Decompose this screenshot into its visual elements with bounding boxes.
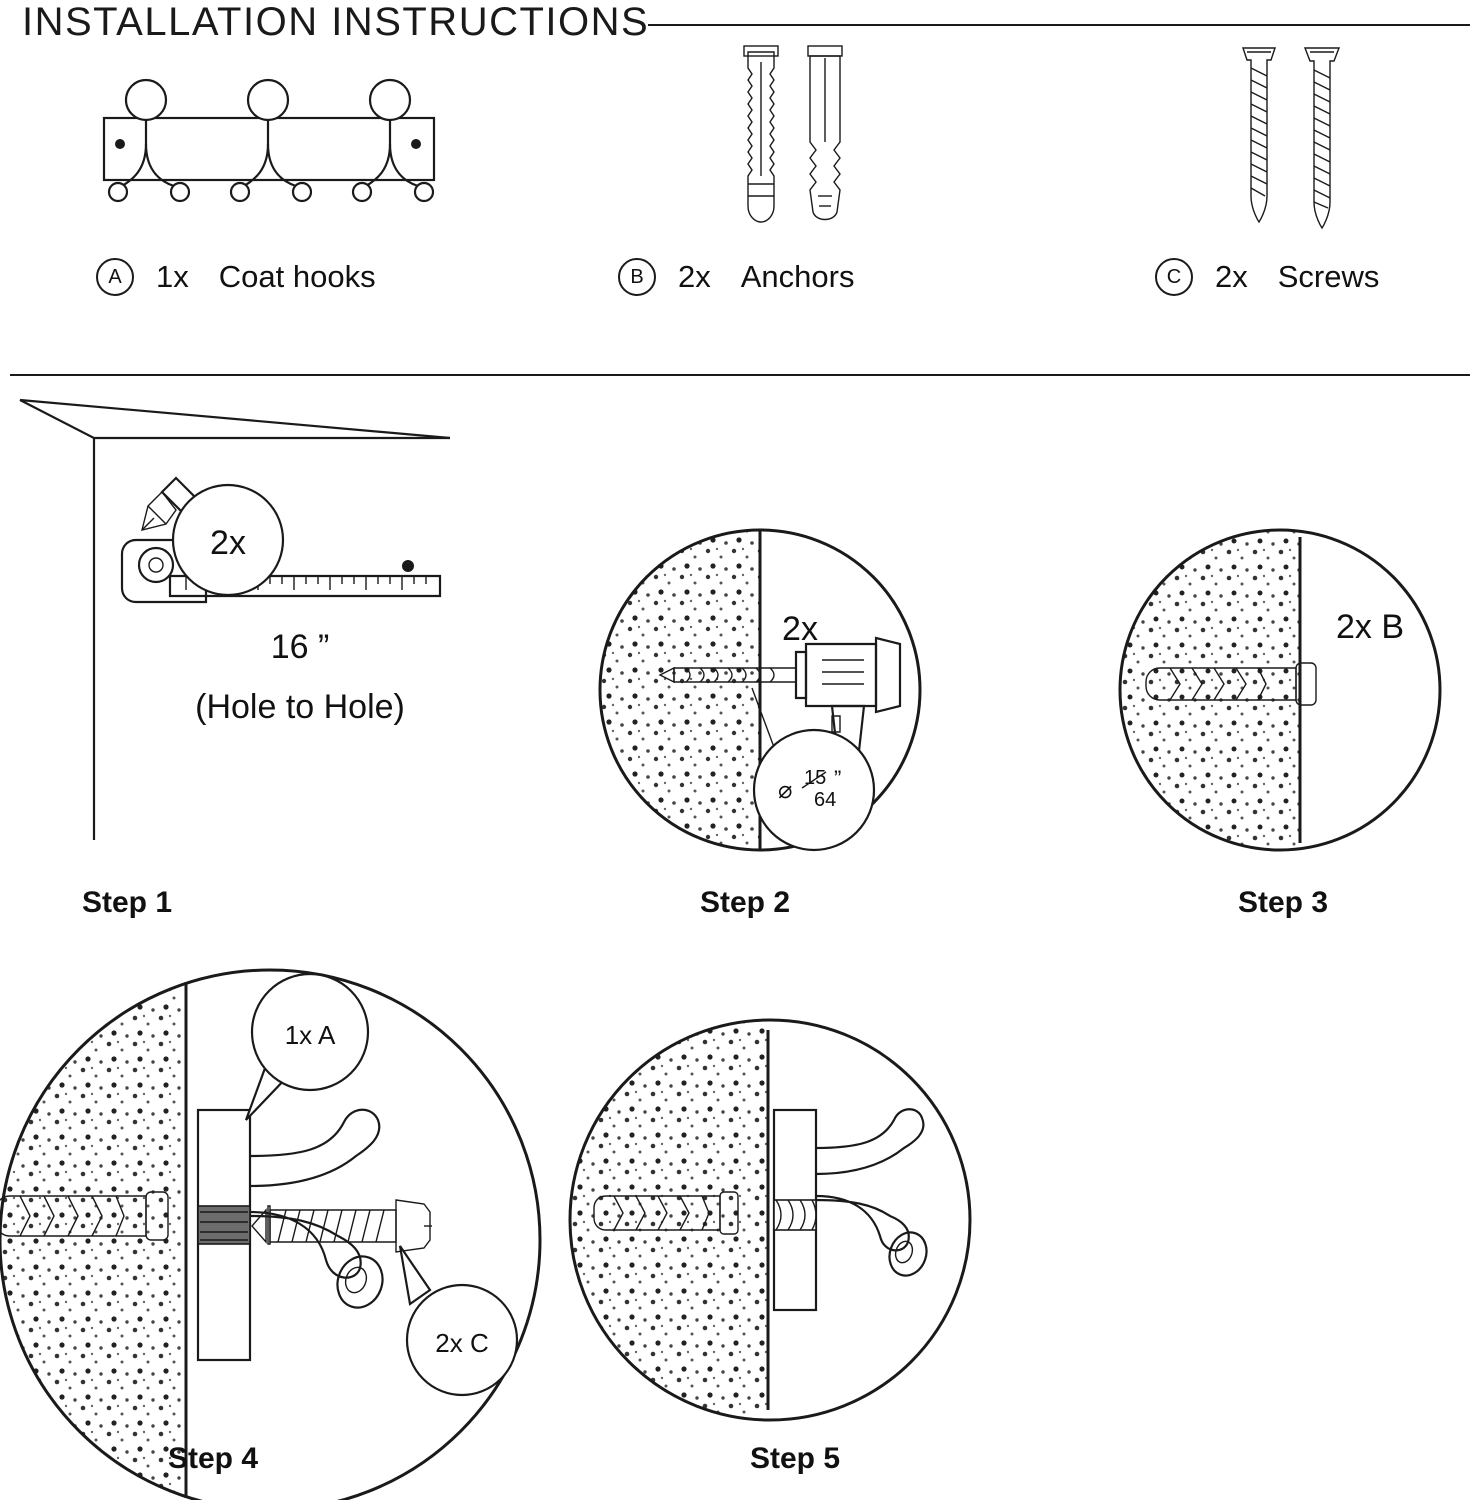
part-label-c: [1155, 258, 1478, 296]
step-3-callout: 2x B: [1335, 608, 1405, 646]
parts-divider: [10, 374, 1470, 376]
part-name-b: Anchors: [740, 259, 855, 294]
mark-point-2: [402, 560, 414, 572]
part-qty-c: 2x: [1215, 259, 1248, 294]
page-title: INSTALLATION INSTRUCTIONS: [22, 0, 650, 44]
step-2-caption: Step 2: [700, 886, 791, 919]
part-name-c: Screws: [1277, 259, 1380, 294]
step-2-callout: 2x: [782, 610, 818, 648]
header-divider: [648, 24, 1470, 26]
screw-icon: [1155, 40, 1478, 240]
part-qty-a: 1x: [156, 259, 189, 294]
step-3-caption: Step 3: [1238, 886, 1329, 919]
part-qty-b: 2x: [678, 259, 711, 294]
bit-size-unit: ”: [834, 766, 842, 791]
step-2: [600, 520, 920, 860]
step-1-callout: 2x: [210, 524, 246, 562]
step-5-caption: Step 5: [750, 1442, 841, 1475]
step-1: [10, 390, 480, 860]
step-4: [0, 960, 540, 1430]
step-4-callout-c: 2x C: [435, 1328, 489, 1358]
step-5: [570, 1010, 970, 1430]
screw-icon: [774, 1200, 816, 1230]
diameter-symbol: ⌀: [778, 777, 793, 804]
wall-anchor-icon: [618, 40, 1018, 240]
part-letter-b: B: [618, 258, 656, 296]
parts-list: [0, 40, 1478, 330]
part-letter-a: A: [96, 258, 134, 296]
part-label-a: [96, 258, 496, 296]
coat-hook-rail-icon: [96, 40, 496, 240]
part-letter-c: C: [1155, 258, 1193, 296]
part-item-coat-hooks: [96, 40, 496, 330]
part-item-anchors: [618, 40, 1018, 330]
part-label-b: [618, 258, 1018, 296]
step-1-caption: Step 1: [82, 886, 173, 919]
part-name-a: Coat hooks: [218, 259, 376, 294]
wall-corner-icon: [20, 400, 450, 840]
step-1-measure: 16 ”: [270, 628, 330, 666]
part-item-screws: [1155, 40, 1478, 330]
bit-size-numerator: 15: [804, 767, 827, 789]
step-4-caption: Step 4: [168, 1442, 259, 1475]
step-1-note: (Hole to Hole): [195, 688, 405, 726]
step-4-callout-a: 1x A: [284, 1020, 336, 1050]
bit-size-denominator: 64: [814, 789, 837, 811]
step-3: [1120, 520, 1440, 860]
